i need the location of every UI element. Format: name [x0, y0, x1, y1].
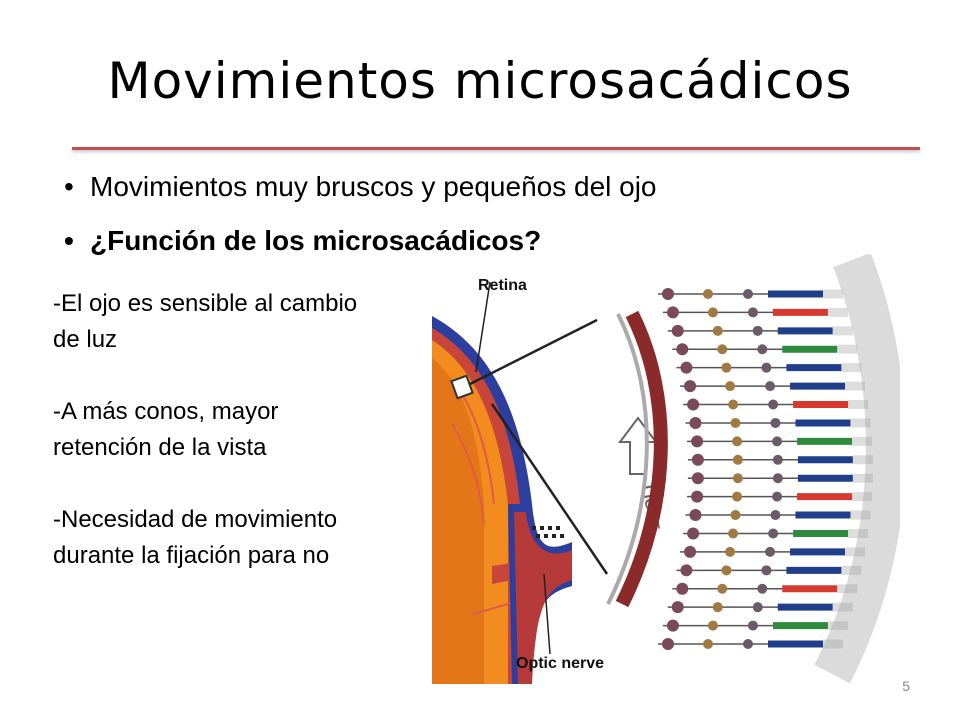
bullet-item — [64, 160, 824, 214]
retina-cell — [689, 417, 701, 429]
retina-cell — [772, 436, 782, 446]
retina-cell — [728, 528, 738, 538]
retina-cell — [689, 509, 701, 521]
retina-cell — [667, 620, 679, 632]
side-paragraph: -Necesidad de movimiento durante la fijación para no — [53, 506, 338, 569]
page-number: 5 — [902, 678, 910, 694]
retina-cell — [773, 455, 783, 465]
retina-cell — [676, 583, 688, 595]
retina-cell — [713, 326, 723, 336]
optic-nerve-label: Optic nerve — [516, 655, 605, 672]
side-paragraph: -El ojo es sensible al cambio de luz — [53, 290, 358, 353]
retina-cell — [761, 363, 771, 373]
retina-cell — [708, 307, 718, 317]
retina-cell — [725, 547, 735, 557]
retina-diagram — [432, 254, 900, 690]
retina-cell — [725, 381, 735, 391]
retina-cell — [757, 344, 767, 354]
retina-cell — [753, 602, 763, 612]
bullet-icon: • — [64, 171, 74, 202]
retina-cell — [748, 307, 758, 317]
retina-cell — [708, 621, 718, 631]
retina-cell — [721, 363, 731, 373]
retina-cell — [733, 473, 743, 483]
retina-cell — [761, 565, 771, 575]
retina-cell — [703, 289, 713, 299]
retina-cell — [753, 326, 763, 336]
retina-cell — [765, 547, 775, 557]
retina-cell — [667, 306, 679, 318]
retina-cell — [748, 621, 758, 631]
retina-cell — [691, 491, 703, 503]
retina-cell — [691, 435, 703, 447]
retina-cell — [768, 528, 778, 538]
eye-cross-section — [432, 316, 572, 684]
retina-cell — [713, 602, 723, 612]
side-text — [53, 286, 373, 610]
retina-cell — [662, 638, 674, 650]
retina-cell — [662, 288, 674, 300]
retina-cell — [717, 584, 727, 594]
retina-cell — [730, 510, 740, 520]
retina-cell — [773, 473, 783, 483]
retina-cell — [721, 565, 731, 575]
title-divider — [72, 147, 920, 150]
retina-cell — [733, 455, 743, 465]
retina-cells — [658, 288, 873, 650]
retina-cell — [732, 436, 742, 446]
retina-cell — [743, 639, 753, 649]
retina-cell — [684, 546, 696, 558]
retina-cell — [692, 472, 704, 484]
light-label: LIGHT — [638, 483, 663, 532]
pigment-epithelium — [832, 260, 886, 674]
bullet-text: ¿Función de los microsacádicos? — [90, 225, 542, 256]
slide-title: Movimientos microsacádicos — [107, 52, 853, 110]
retina-cell — [684, 380, 696, 392]
retina-cell — [687, 527, 699, 539]
retina-cell — [743, 289, 753, 299]
retina-label: Retina — [478, 277, 527, 294]
side-paragraph: -A más conos, mayor retención de la vista — [53, 398, 279, 461]
retina-cell — [680, 362, 692, 374]
retina-cell — [676, 343, 688, 355]
retina-cell — [687, 399, 699, 411]
retina-cell — [770, 418, 780, 428]
retina-cell — [772, 492, 782, 502]
retina-cell — [692, 454, 704, 466]
retina-cell — [770, 510, 780, 520]
bullet-icon: • — [64, 225, 74, 256]
retina-cell — [730, 418, 740, 428]
retina-cell — [672, 601, 684, 613]
retina-cell — [672, 325, 684, 337]
retina-cell — [717, 344, 727, 354]
retina-cell — [680, 564, 692, 576]
retina-cell — [728, 400, 738, 410]
retina-cell — [732, 492, 742, 502]
retina-cell — [765, 381, 775, 391]
retina-cell — [768, 400, 778, 410]
bullet-text: Movimientos muy bruscos y pequeños del ojo — [90, 171, 657, 202]
retina-cell — [703, 639, 713, 649]
bullet-list — [64, 160, 824, 268]
retina-cell — [757, 584, 767, 594]
